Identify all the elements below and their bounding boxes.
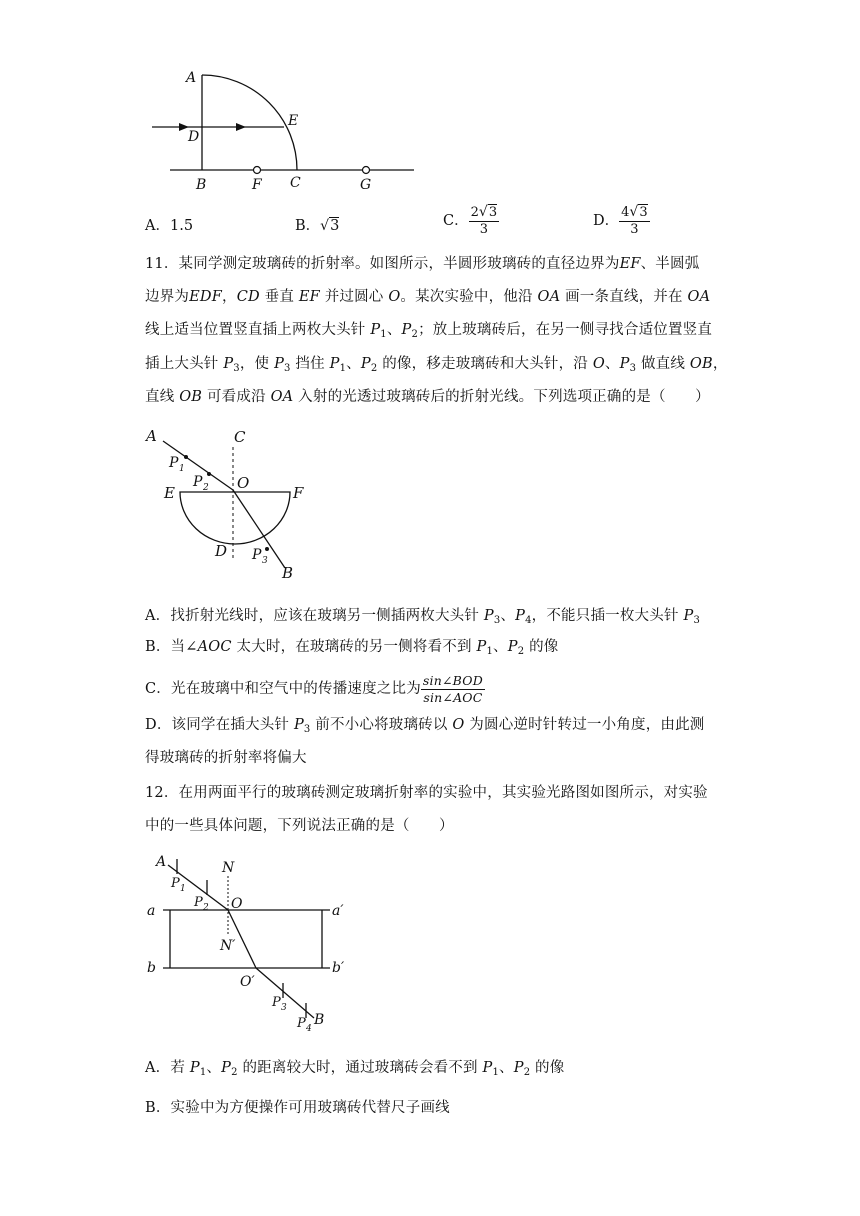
sub-3: 3 xyxy=(281,1003,287,1013)
label-E: E xyxy=(164,484,175,502)
label-F: F xyxy=(252,177,262,193)
label-F: F xyxy=(293,484,304,502)
sub-1: 1 xyxy=(179,464,185,474)
q11-option-c: C．光在玻璃中和空气中的传播速度之比为 $\frac{\text{sin∠BOD}}{\text{sin∠AOC}}$ xyxy=(145,672,483,705)
label-O-prime: O′ xyxy=(240,974,255,990)
label-N-prime: N′ xyxy=(220,938,236,954)
label-P3: P xyxy=(272,995,281,1010)
q10-option-a: A．1.5 xyxy=(145,218,194,234)
label-B: B xyxy=(196,177,207,193)
label-C: C xyxy=(234,428,246,446)
q11-option-b: B．当∠AOC 太大时，在玻璃砖的另一侧将看不到 $P_1$、$P_2$ 的像 xyxy=(145,639,559,657)
q11-option-d-line1: D．该同学在插大头针 $P_3$ 前不小心将玻璃砖以 O 为圆心逆时针转过一小角度，由此测 xyxy=(145,717,705,735)
label-O: O xyxy=(231,896,243,912)
label-G: G xyxy=(360,177,372,193)
label-P1: P xyxy=(171,876,180,891)
sub-2: 2 xyxy=(203,483,209,493)
label-A: A xyxy=(186,70,197,86)
q10-option-b: B．√3 xyxy=(295,218,340,234)
label-P2: P xyxy=(194,895,203,910)
q12-line-1: 12．在用两面平行的玻璃砖测定玻璃折射率的实验中，其实验光路图如图所示，对实验 xyxy=(145,785,708,801)
q12-option-b: B．实验中为方便操作可用玻璃砖代替尺子画线 xyxy=(145,1100,450,1116)
label-b: b xyxy=(147,960,156,976)
label-C: C xyxy=(290,175,301,191)
label-O: O xyxy=(237,474,250,492)
label-D: D xyxy=(215,542,228,560)
label-E: E xyxy=(288,113,299,129)
label-B: B xyxy=(282,564,294,582)
label-N: N xyxy=(222,860,235,876)
q10-option-c: C． $\frac{2√3}{3}$ xyxy=(443,204,498,237)
q12-line-2: 中的一些具体问题，下列说法正确的是（ ） xyxy=(145,818,454,834)
q11-line-2: 边界为EDF，CD 垂直 EF 并过圆心 O。某次实验中，他沿 OA 画一条直线，并在 OA xyxy=(145,289,711,305)
label-P4: P xyxy=(297,1016,306,1031)
q11-line-5: 直线 OB 可看成沿 OA 入射的光透过玻璃砖后的折射光线。下列选项正确的是（ ） xyxy=(145,389,710,405)
label-A: A xyxy=(146,427,157,445)
label-D: D xyxy=(188,129,200,145)
sub-3: 3 xyxy=(262,556,268,566)
label-P1: P xyxy=(169,455,179,471)
sub-1: 1 xyxy=(180,884,186,894)
q10-option-d: D． $\frac{4√3}{3}$ xyxy=(593,204,648,237)
label-a-prime: a′ xyxy=(332,903,344,919)
sub-4: 4 xyxy=(306,1024,312,1034)
label-b-prime: b′ xyxy=(332,960,345,976)
label-a: a xyxy=(147,903,156,919)
label-B: B xyxy=(314,1012,325,1028)
q12-option-a: A．若 $P_1$、$P_2$ 的距离较大时，通过玻璃砖会看不到 $P_1$、$P_2$ 的像 xyxy=(145,1060,565,1078)
label-P3: P xyxy=(252,547,262,563)
q11-option-d-line2: 得玻璃砖的折射率将偏大 xyxy=(145,750,307,766)
q11-option-a: A．找折射光线时，应该在玻璃另一侧插两枚大头针 $P_3$、$P_4$，不能只插一枚大头针 $P_3$ xyxy=(145,608,700,626)
q11-line-4: 插上大头针 $P_3$，使 $P_3$ 挡住 $P_1$、$P_2$ 的像，移走玻璃砖和大头针，沿 O、$P_3$ 做直线 OB， xyxy=(145,356,728,374)
label-A: A xyxy=(156,854,167,870)
sub-2: 2 xyxy=(203,903,209,913)
label-P2: P xyxy=(193,474,203,490)
q11-line-1: 11．某同学测定玻璃砖的折射率。如图所示，半圆形玻璃砖的直径边界为EF、半圆弧 xyxy=(145,256,700,272)
q11-line-3: 线上适当位置竖直插上两枚大头针 $P_1$、$P_2$；放上玻璃砖后，在另一侧寻找合适位置竖直 xyxy=(145,322,713,340)
